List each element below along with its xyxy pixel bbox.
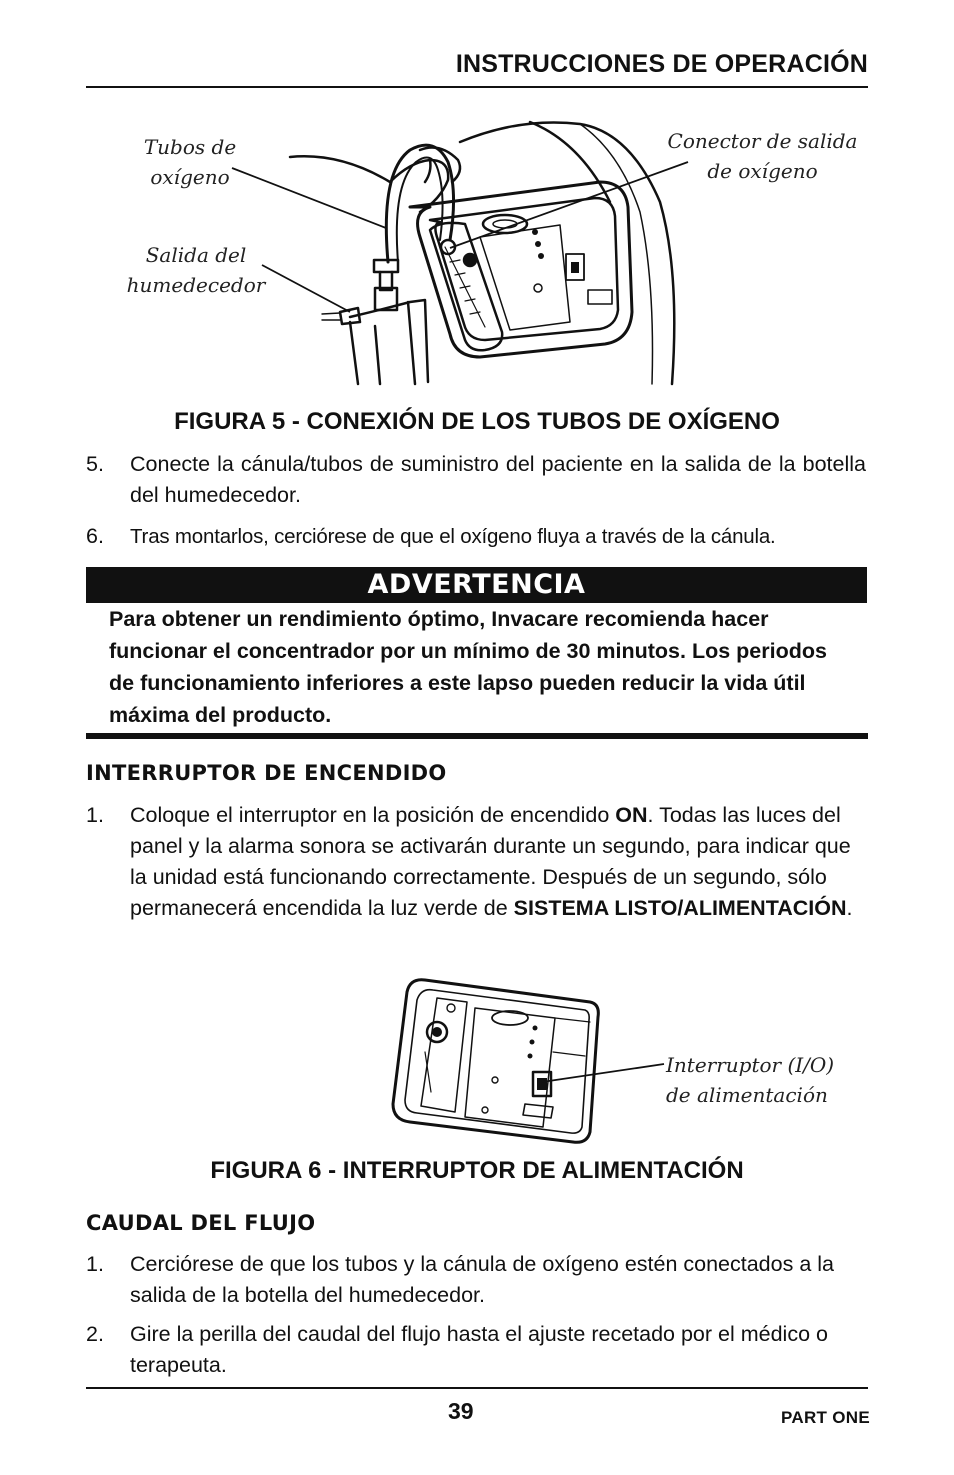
callout-salida-line-1: Salida del — [145, 243, 247, 267]
section-heading-caudal: CAUDAL DEL FLUJO — [86, 1211, 316, 1235]
list-item — [86, 1249, 866, 1311]
section-heading-interruptor: INTERRUPTOR DE ENCENDIDO — [86, 761, 447, 785]
callout-interruptor-line-1: Interruptor (I/O) — [666, 1053, 835, 1077]
list-item-text: Cerciórese de que los tubos y la cánula de oxígeno estén conectados a la salida de la botella del humedecedor. — [130, 1252, 834, 1307]
warning-title: ADVERTENCIA — [367, 569, 586, 600]
list-item-number: 1. — [86, 803, 104, 827]
list-item — [86, 521, 866, 552]
figure-5-caption: FIGURA 5 - CONEXIÓN DE LOS TUBOS DE OXÍGENO — [174, 408, 780, 435]
page-header-title: INSTRUCCIONES DE OPERACIÓN — [455, 50, 868, 78]
power-text-3: . — [846, 896, 853, 920]
callout-interruptor-line-2: de alimentación — [666, 1083, 828, 1107]
warning-body: Para obtener un rendimiento óptimo, Invacare recomienda hacer funcionar el concentrador por un mínimo de 30 minutos. Los periodos de funcionamiento inferiores a este lapso pueden reducir la vida útil máxima del producto. — [109, 607, 827, 727]
list-item-text: Gire la perilla del caudal del flujo hasta el ajuste recetado por el médico o terapeuta. — [130, 1322, 828, 1377]
list-item-number: 1. — [86, 1252, 104, 1276]
list-item — [86, 1319, 866, 1381]
list-item-text: Conecte la cánula/tubos de suministro del paciente en la salida de la botella del humedecedor. — [130, 452, 866, 507]
callout-tubos-line-1: Tubos de — [143, 135, 237, 159]
callout-tubos-line-2: oxígeno — [150, 165, 230, 189]
figure-6-caption: FIGURA 6 - INTERRUPTOR DE ALIMENTACIÓN — [210, 1157, 744, 1184]
callout-conector-line-2: de oxígeno — [707, 159, 818, 183]
warning-bottom-rule — [86, 733, 868, 739]
list-item-text — [130, 800, 866, 924]
power-text-1: Coloque el interruptor en la posición de encendido — [130, 803, 616, 827]
part-label: PART ONE — [781, 1408, 870, 1427]
system-ready-label: SISTEMA LISTO/ALIMENTACIÓN — [513, 896, 847, 920]
footer-rule — [86, 1387, 868, 1389]
callout-interruptor-alimentacion — [666, 1050, 841, 1110]
callout-salida-line-2: humedecedor — [126, 273, 266, 297]
list-item-number: 6. — [86, 524, 104, 548]
list-item — [86, 800, 866, 924]
figure-5-leader-lines — [0, 0, 954, 420]
list-item-number: 5. — [86, 452, 104, 476]
figure-6-leader-line — [540, 1060, 670, 1090]
page-number: 39 — [448, 1398, 474, 1424]
callout-conector-line-1: Conector de salida — [667, 129, 858, 153]
power-on-label: ON — [615, 803, 648, 827]
list-item-text: Tras montarlos, cerciórese de que el oxígeno fluya a través de la cánula. — [130, 525, 776, 548]
list-item — [86, 449, 866, 511]
power-text-2: . Todas las luces del panel y la alarma sonora se activarán durante un segundo, para indicar que la unidad está funcionando correctamente. Después de un segundo, sólo permanecerá encendida la luz verde de — [130, 803, 851, 920]
list-item-number: 2. — [86, 1322, 104, 1346]
